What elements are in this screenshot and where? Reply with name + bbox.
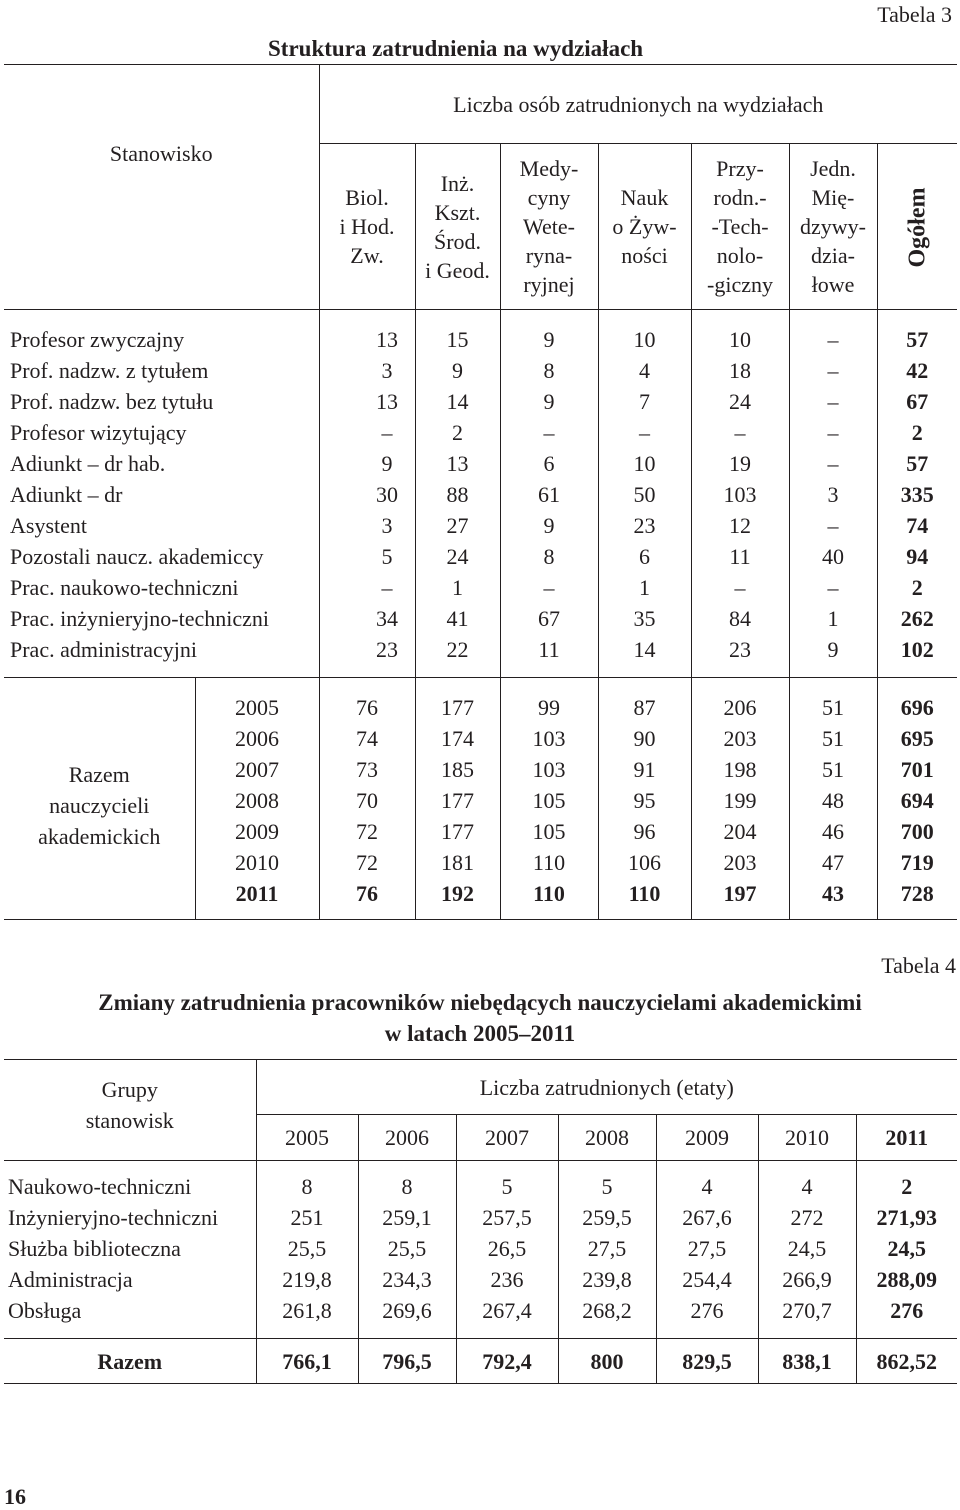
cell-value: 9 [789,634,877,678]
cell-value: 13 [415,448,500,479]
year-header: 2006 [358,1115,456,1161]
cell-value: – [691,572,789,603]
cell-value: 5 [319,541,415,572]
table-row [4,603,957,634]
total-column-header [877,144,957,310]
column-header-line: -giczny [707,272,773,297]
column-header-line: Wete- [523,214,575,239]
cell-value: 41 [415,603,500,634]
cell-value: 105 [500,816,598,847]
row-label: Administracja [8,1267,133,1292]
cell-value: 47 [789,847,877,878]
table-row [4,386,957,417]
razem-label-line: akademickich [38,824,161,849]
cell-value: 25,5 [358,1233,456,1264]
row-total: 700 [877,816,957,847]
razem-label-line: Razem [68,762,130,787]
cell-value: 1 [415,572,500,603]
cell-value: 219,8 [256,1264,358,1295]
table-4-title-line-1: Zmiany zatrudnienia pracowników niebędących nauczycielami akademickimi [98,990,862,1015]
faculty-column-header [691,144,789,310]
cell-value: 84 [691,603,789,634]
cell-value: 276 [856,1295,957,1339]
cell-value: 8 [256,1161,358,1203]
cell-value: – [789,310,877,356]
razem-label-line: nauczycieli [49,793,150,818]
cell-value: 192 [415,878,500,920]
year-cell: 2006 [195,723,319,754]
row-total: 67 [877,386,957,417]
cell-value: 43 [789,878,877,920]
total-value: 766,1 [256,1339,358,1384]
cell-value: 103 [500,723,598,754]
table-row [4,541,957,572]
cell-value: 76 [319,678,415,724]
cell-value: – [691,417,789,448]
total-row [4,1339,957,1384]
cell-value: 13 [319,386,415,417]
row-total: 695 [877,723,957,754]
non-academic-employment-table [4,1059,957,1384]
cell-value: 10 [598,448,691,479]
column-header-line: i Hod. [339,214,395,239]
column-header-line: Jedn. [810,156,856,181]
cell-value: 199 [691,785,789,816]
cell-value: 90 [598,723,691,754]
cell-value: 13 [319,310,415,356]
cell-value: 103 [500,754,598,785]
cell-value: 268,2 [558,1295,656,1339]
year-header: 2010 [758,1115,856,1161]
row-total: 262 [877,603,957,634]
cell-value: 177 [415,785,500,816]
faculty-column-header [598,144,691,310]
row-total: 42 [877,355,957,386]
total-value: 792,4 [456,1339,558,1384]
cell-value: 106 [598,847,691,878]
cell-value: 18 [691,355,789,386]
year-cell: 2005 [195,678,319,724]
cell-value: 110 [500,847,598,878]
cell-value: 251 [256,1202,358,1233]
cell-value: 174 [415,723,500,754]
cell-value: 203 [691,847,789,878]
cell-value: 91 [598,754,691,785]
table-row [4,1202,957,1233]
cell-value: 103 [691,479,789,510]
cell-value: – [500,417,598,448]
table-row [4,417,957,448]
column-header-line: ryna- [525,243,573,268]
year-cell: 2009 [195,816,319,847]
column-header-line: dzywy- [800,214,866,239]
cell-value: 72 [319,847,415,878]
cell-value: 270,7 [758,1295,856,1339]
cell-value: 67 [500,603,598,634]
cell-value: 254,4 [656,1264,758,1295]
razem-row [4,678,957,724]
total-value: 796,5 [358,1339,456,1384]
column-header-line: Mię- [811,185,855,210]
row-total: 2 [877,417,957,448]
cell-value: 22 [415,634,500,678]
cell-value: 51 [789,678,877,724]
employment-structure-table [4,64,957,920]
year-cell: 2007 [195,754,319,785]
cell-value: 88 [415,479,500,510]
cell-value: 10 [691,310,789,356]
total-value: 862,52 [856,1339,957,1384]
cell-value: 261,8 [256,1295,358,1339]
cell-value: 7 [598,386,691,417]
cell-value: 70 [319,785,415,816]
row-total: 2 [877,572,957,603]
cell-value: 257,5 [456,1202,558,1233]
cell-value: 72 [319,816,415,847]
row-label: Prac. administracyjni [10,637,197,662]
cell-value: 4 [758,1161,856,1203]
cell-value: 105 [500,785,598,816]
cell-value: 4 [598,355,691,386]
cell-value: 9 [500,510,598,541]
column-header-line: Zw. [350,243,384,268]
table-3-title: Struktura zatrudnienia na wydziałach [268,36,644,61]
cell-value: 14 [415,386,500,417]
cell-value: 239,8 [558,1264,656,1295]
cell-value: 73 [319,754,415,785]
cell-value: 23 [319,634,415,678]
table-4-label: Tabela 4 [881,953,956,978]
row-total: 335 [877,479,957,510]
cell-value: 272 [758,1202,856,1233]
cell-value: – [789,417,877,448]
cell-value: 3 [319,355,415,386]
cell-value: 177 [415,816,500,847]
razem-label [4,678,195,920]
row-label: Naukowo-techniczni [4,1161,256,1203]
cell-value: 23 [691,634,789,678]
cell-value: 46 [789,816,877,847]
table-3-label: Tabela 3 [877,2,952,27]
row-total: 94 [877,541,957,572]
column-header-line: i Geod. [425,257,490,283]
total-value: 829,5 [656,1339,758,1384]
cell-value: 35 [598,603,691,634]
year-header: 2008 [558,1115,656,1161]
cell-value: 15 [415,310,500,356]
column-header-line: Medy- [519,156,579,181]
cell-value: 96 [598,816,691,847]
faculty-column-header [415,144,500,310]
cell-value: 24 [415,541,500,572]
groups-header: Grupy stanowisk [85,1077,174,1133]
column-header-line: Kszt. [434,199,481,225]
cell-value: 269,6 [358,1295,456,1339]
cell-value: 5 [558,1161,656,1203]
cell-value: 234,3 [358,1264,456,1295]
cell-value: 76 [319,878,415,920]
faculty-column-header [500,144,598,310]
year-header: 2007 [456,1115,558,1161]
cell-value: 87 [598,678,691,724]
table-row [4,448,957,479]
row-total: 102 [877,634,957,678]
row-label: Asystent [10,513,87,538]
table-row [4,355,957,386]
row-total: 57 [877,448,957,479]
cell-value: 6 [598,541,691,572]
table-row [4,1264,957,1295]
row-label: Prac. naukowo-techniczni [10,575,239,600]
cell-value: 10 [598,310,691,356]
cell-value: 27,5 [558,1233,656,1264]
cell-value: 203 [691,723,789,754]
table-row [4,1233,957,1264]
cell-value: 24 [691,386,789,417]
faculty-column-header [319,144,415,310]
cell-value: 259,5 [558,1202,656,1233]
cell-value: – [789,448,877,479]
cell-value: – [500,572,598,603]
cell-value: 48 [789,785,877,816]
cell-value: 2 [415,417,500,448]
table-row [4,1295,957,1339]
cell-value: 259,1 [358,1202,456,1233]
cell-value: 3 [319,510,415,541]
row-label: Obsługa [8,1298,82,1323]
count-header: Liczba zatrudnionych (etaty) [256,1060,957,1115]
cell-value: 288,09 [856,1264,957,1295]
cell-value: 25,5 [256,1233,358,1264]
year-header: 2009 [656,1115,758,1161]
cell-value: 9 [319,448,415,479]
cell-value: 9 [415,355,500,386]
cell-value: 198 [691,754,789,785]
year-header: 2011 [856,1115,957,1161]
column-header-line: Biol. [345,185,389,210]
cell-value: – [789,355,877,386]
faculty-column-header [789,144,877,310]
column-header-line: rodn.- [713,185,767,210]
row-total: 719 [877,847,957,878]
total-label: Razem [4,1339,256,1384]
cell-value: 51 [789,723,877,754]
year-cell: 2011 [195,878,319,920]
cell-value: 30 [319,479,415,510]
cell-value: 24,5 [758,1233,856,1264]
cell-value: 99 [500,678,598,724]
cell-value: 14 [598,634,691,678]
cell-value: 204 [691,816,789,847]
cell-value: 271,93 [856,1202,957,1233]
cell-value: 8 [500,355,598,386]
cell-value: 24,5 [856,1233,957,1264]
cell-value: 2 [856,1161,957,1203]
cell-value: 197 [691,878,789,920]
year-cell: 2008 [195,785,319,816]
column-header-line: cyny [527,185,571,210]
row-total: 696 [877,678,957,724]
row-label: Adiunkt – dr hab. [10,451,166,476]
row-total: 57 [877,310,957,356]
total-header-text: Ogółem [903,187,930,267]
cell-value: 3 [789,479,877,510]
row-label: Pozostali naucz. akademiccy [10,544,264,569]
cell-value: – [319,417,415,448]
group-header: Liczba osób zatrudnionych na wydziałach [319,65,957,144]
cell-value: 110 [598,878,691,920]
row-total: 728 [877,878,957,920]
cell-value: 19 [691,448,789,479]
column-header-line: Przy- [716,156,764,181]
cell-value: 181 [415,847,500,878]
cell-value: – [789,510,877,541]
cell-value: 61 [500,479,598,510]
row-total: 694 [877,785,957,816]
cell-value: 74 [319,723,415,754]
year-cell: 2010 [195,847,319,878]
column-header-line: Środ. [433,228,482,254]
cell-value: 23 [598,510,691,541]
cell-value: 40 [789,541,877,572]
total-value: 800 [558,1339,656,1384]
cell-value: 4 [656,1161,758,1203]
table-row [4,479,957,510]
row-total: 701 [877,754,957,785]
column-header-line: o Żyw- [612,214,677,239]
cell-value: 95 [598,785,691,816]
cell-value: 34 [319,603,415,634]
table-4-title-line-2: w latach 2005–2011 [384,1021,576,1046]
cell-value: 266,9 [758,1264,856,1295]
row-label: Służba biblioteczna [8,1236,181,1261]
cell-value: 9 [500,386,598,417]
cell-value: 276 [656,1295,758,1339]
cell-value: 236 [456,1264,558,1295]
total-value: 838,1 [758,1339,856,1384]
cell-value: 177 [415,678,500,724]
column-header-line: nolo- [716,243,764,268]
cell-value: 185 [415,754,500,785]
cell-value: 206 [691,678,789,724]
cell-value: 9 [500,310,598,356]
cell-value: 26,5 [456,1233,558,1264]
cell-value: 51 [789,754,877,785]
cell-value: – [789,386,877,417]
cell-value: 50 [598,479,691,510]
cell-value: 5 [456,1161,558,1203]
table-row [4,510,957,541]
cell-value: 11 [691,541,789,572]
cell-value: 110 [500,878,598,920]
year-header: 2005 [256,1115,358,1161]
column-header-line: ności [621,243,668,268]
column-header-line: ryjnej [523,272,575,297]
column-header-line: Nauk [620,185,669,210]
page-number: 16 [4,1484,26,1509]
row-label: Profesor zwyczajny [4,310,319,356]
row-label: Inżynieryjno-techniczni [8,1205,219,1230]
row-label: Adiunkt – dr [10,482,123,507]
cell-value: 1 [789,603,877,634]
row-total: 74 [877,510,957,541]
cell-value: 8 [500,541,598,572]
cell-value: 8 [358,1161,456,1203]
cell-value: – [319,572,415,603]
column-header-line: łowe [811,272,855,297]
row-label: Prof. nadzw. bez tytułu [10,389,214,414]
table-row [4,1161,957,1203]
cell-value: 27 [415,510,500,541]
cell-value: 12 [691,510,789,541]
cell-value: 267,4 [456,1295,558,1339]
stanowisko-header: Stanowisko [109,140,213,166]
cell-value: – [789,572,877,603]
column-header-line: -Tech- [711,214,769,239]
column-header-line: dzia- [811,243,855,268]
table-row [4,310,957,356]
row-label: Prof. nadzw. z tytułem [10,358,209,383]
cell-value: 1 [598,572,691,603]
cell-value: – [598,417,691,448]
table-row [4,572,957,603]
cell-value: 6 [500,448,598,479]
cell-value: 11 [500,634,598,678]
table-row [4,634,957,678]
cell-value: 267,6 [656,1202,758,1233]
row-label: Prac. inżynieryjno-techniczni [10,606,270,631]
cell-value: 27,5 [656,1233,758,1264]
column-header-line: Inż. [440,170,475,196]
row-label: Profesor wizytujący [10,420,187,445]
